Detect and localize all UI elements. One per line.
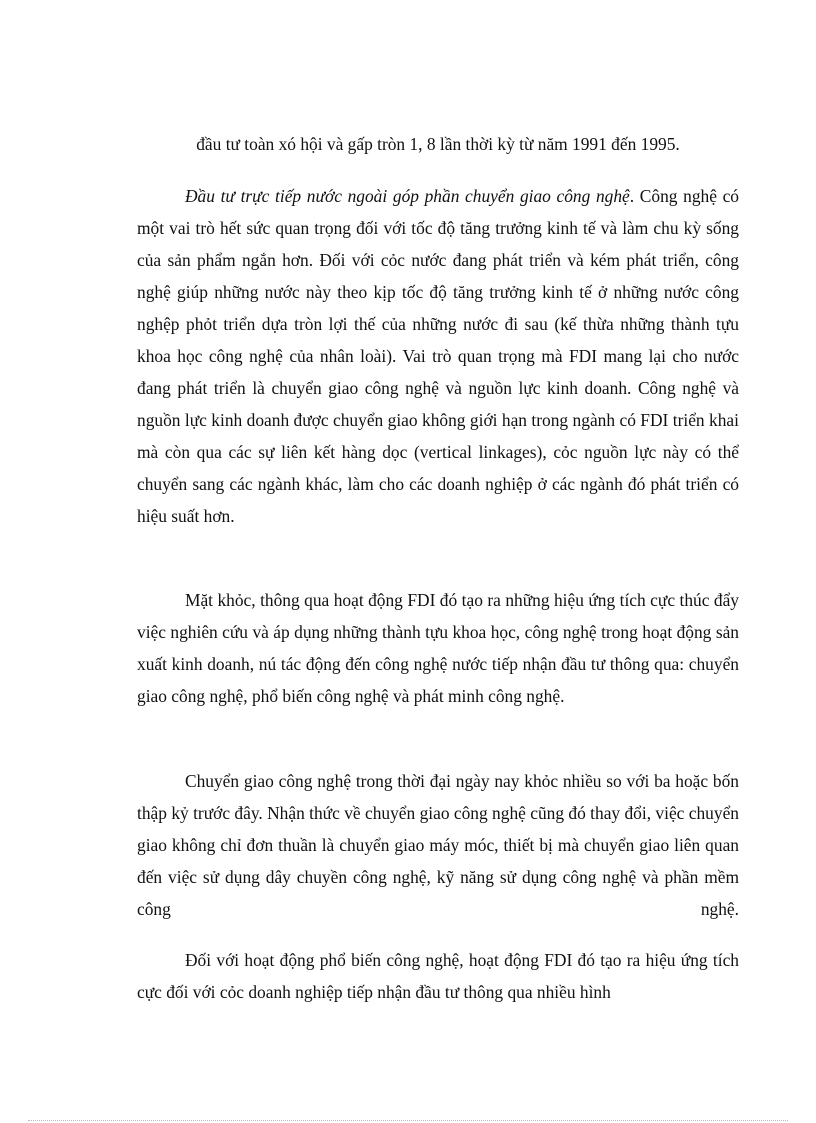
paragraph-transfer-today: Chuyển giao công nghệ trong thời đại ngày nay khỏc nhiều so với ba hoặc bốn thập kỷ trước đây. Nhận thức về chuyển giao công nghệ cũng đó thay đổi, việc chuyển giao không chỉ đơn thuần là chuyển giao máy móc, thiết bị mà chuyển giao liên quan đến việc sử dụng dây chuyền công nghệ, kỹ năng sử dụng công nghệ và phần mềm công nghệ. <box>137 771 739 919</box>
paragraph-dissemination: Đối với hoạt động phổ biến công nghệ, hoạt động FDI đó tạo ra hiệu ứng tích cực đối với cỏc doanh nghiệp tiếp nhận đầu tư thông qua nhiều hình <box>137 950 739 1002</box>
paragraph-fdi-effects: Mặt khỏc, thông qua hoạt động FDI đó tạo ra những hiệu ứng tích cực thúc đẩy việc nghiên cứu và áp dụng những thành tựu khoa học, công nghệ trong hoạt động sản xuất kinh doanh, nú tác động đến công nghệ nước tiếp nhận đầu tư thông qua: chuyển giao công nghệ, phổ biến công nghệ và phát minh công nghệ. <box>137 590 739 706</box>
paragraph-technology-transfer <box>137 180 739 532</box>
page-footer-divider <box>28 1120 788 1121</box>
paragraph-heading-italic: Đầu tư trực tiếp nước ngoài góp phần chuyển giao công nghệ <box>185 186 630 206</box>
paragraph-body: . Công nghệ có một vai trò hết sức quan trọng đối với tốc độ tăng trưởng kinh tế và làm chu kỳ sống của sản phẩm ngắn hơn. Đối với cỏc nước đang phát triển và kém phát triển, công nghệ giúp những nước này theo kịp tốc độ tăng trưởng kinh tế ở những nước công nghệp phỏt triển dựa tròn lợi thế của những nước đi sau (kế thừa những thành tựu khoa học công nghệ của nhân loài). Vai trò quan trọng mà FDI mang lại cho nước đang phát triển là chuyển giao công nghệ và nguồn lực kinh doanh. Công nghệ và nguồn lực kinh doanh được chuyển giao không giới hạn trong ngành có FDI triển khai mà còn qua các sự liên kết hàng dọc (vertical linkages), cỏc nguồn lực này có thể chuyển sang các ngành khác, làm cho các doanh nghiệp ở các ngành đó phát triển có hiệu suất hơn. <box>137 186 739 526</box>
continuation-line: đầu tư toàn xó hội và gấp tròn 1, 8 lần thời kỳ từ năm 1991 đến 1995. <box>196 134 680 154</box>
